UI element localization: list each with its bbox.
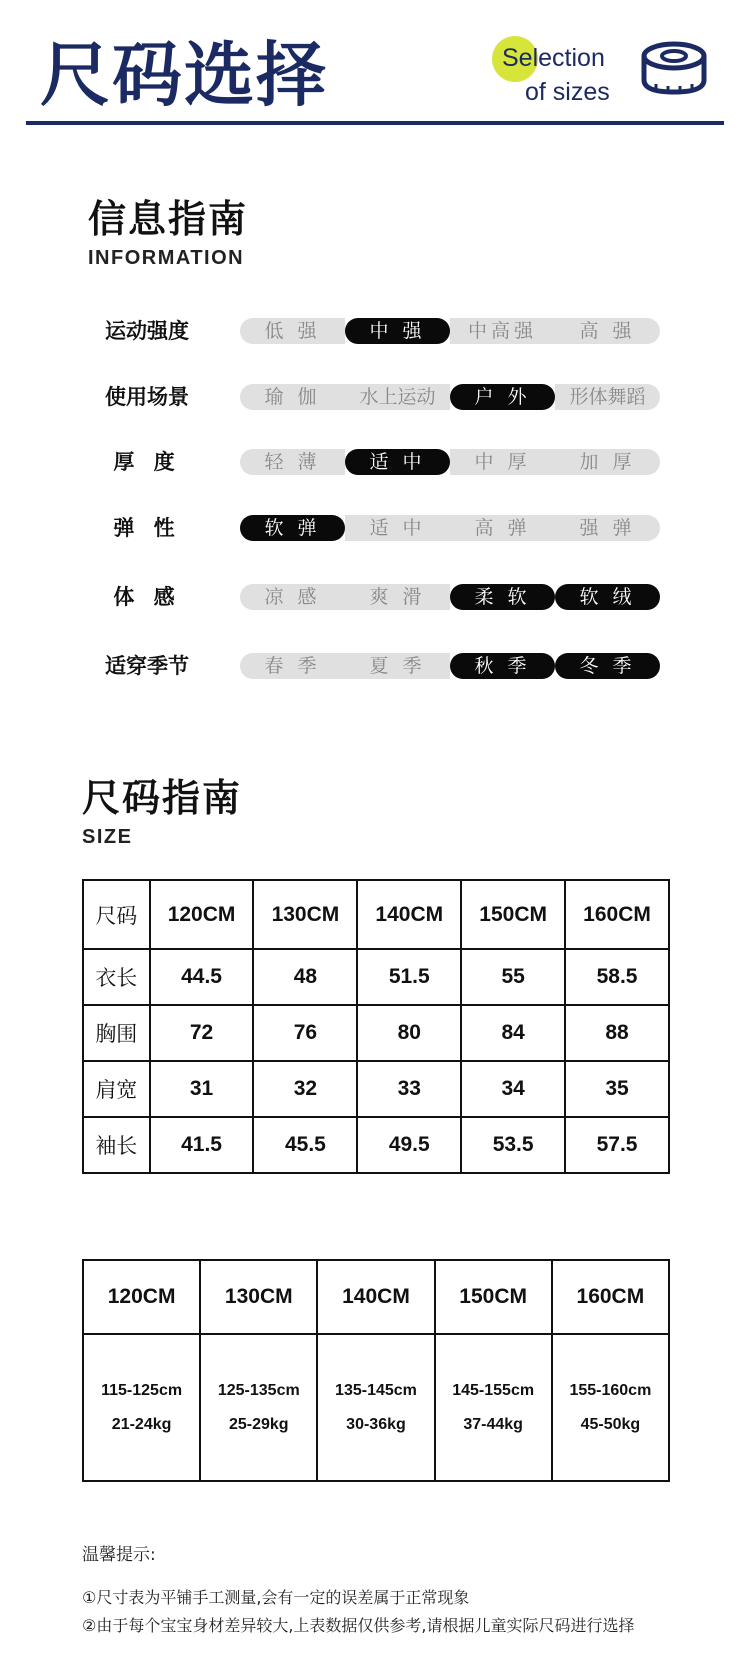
option-pill: 轻 薄 xyxy=(240,449,345,475)
measuring-tape-icon xyxy=(640,40,708,100)
height-range: 135-145cm xyxy=(335,1381,417,1399)
table-cell: 72 xyxy=(150,1005,254,1061)
table-row xyxy=(83,1334,669,1481)
pill-row-scene xyxy=(240,384,660,410)
table-header-row xyxy=(83,1260,669,1334)
option-pill: 强 弹 xyxy=(555,515,660,541)
info-section-title: 信息指南 xyxy=(88,197,249,241)
option-pill: 中 厚 xyxy=(450,449,555,475)
option-pill-selected: 适 中 xyxy=(345,449,450,475)
table-header-cell: 140CM xyxy=(317,1260,434,1334)
table-cell: 55 xyxy=(461,949,565,1005)
table-cell: 44.5 xyxy=(150,949,254,1005)
height-range: 155-160cm xyxy=(569,1381,652,1399)
row-label: 袖长 xyxy=(83,1117,150,1173)
table-header-cell: 120CM xyxy=(83,1260,200,1334)
table-cell: 33 xyxy=(357,1061,461,1117)
option-pill-selected: 秋 季 xyxy=(450,653,555,679)
height-range: 125-135cm xyxy=(217,1381,300,1399)
option-pill: 凉 感 xyxy=(240,584,345,610)
attr-label-season: 适穿季节 xyxy=(105,654,189,678)
table-cell: 80 xyxy=(357,1005,461,1061)
table-cell: 76 xyxy=(253,1005,357,1061)
row-label: 肩宽 xyxy=(83,1061,150,1117)
table-row xyxy=(83,949,669,1005)
table-header-cell: 150CM xyxy=(461,880,565,949)
note-item: ①尺寸表为平铺手工测量,会有一定的误差属于正常现象 xyxy=(82,1588,470,1607)
subtitle-line-1: Selection xyxy=(502,44,605,72)
option-pill-selected: 柔 软 xyxy=(450,584,555,610)
option-pill-selected: 中 强 xyxy=(345,318,450,344)
pill-row-season xyxy=(240,653,660,679)
table-cell: 84 xyxy=(461,1005,565,1061)
table-cell: 57.5 xyxy=(565,1117,669,1173)
table-cell: 34 xyxy=(461,1061,565,1117)
table-header-cell: 尺码 xyxy=(83,880,150,949)
table-header-cell: 130CM xyxy=(200,1260,317,1334)
table-header-cell: 150CM xyxy=(435,1260,552,1334)
option-pill: 水上运动 xyxy=(345,384,450,410)
table-cell: 35 xyxy=(565,1061,669,1117)
table-header-cell: 120CM xyxy=(150,880,254,949)
weight-range: 21-24kg xyxy=(111,1415,172,1433)
table-header-cell: 130CM xyxy=(253,880,357,949)
table-cell xyxy=(317,1334,434,1481)
table-cell: 32 xyxy=(253,1061,357,1117)
option-pill-selected: 户 外 xyxy=(450,384,555,410)
height-weight-table xyxy=(82,1259,670,1482)
option-pill: 爽 滑 xyxy=(345,584,450,610)
size-section-title: 尺码指南 xyxy=(82,776,243,820)
attr-label-scene: 使用场景 xyxy=(105,385,189,409)
weight-range: 25-29kg xyxy=(228,1415,289,1433)
option-pill: 春 季 xyxy=(240,653,345,679)
table-cell: 45.5 xyxy=(253,1117,357,1173)
option-pill-selected: 软 绒 xyxy=(555,584,660,610)
height-range: 145-155cm xyxy=(452,1381,535,1399)
table-cell: 58.5 xyxy=(565,949,669,1005)
pill-row-elasticity xyxy=(240,515,660,541)
weight-range: 30-36kg xyxy=(346,1415,406,1433)
table-row xyxy=(83,1117,669,1173)
pill-row-intensity xyxy=(240,318,660,344)
option-pill: 低 强 xyxy=(240,318,345,344)
table-cell xyxy=(83,1334,200,1481)
attr-label-feel: 体 感 xyxy=(113,585,181,609)
attr-label-thickness: 厚 度 xyxy=(113,450,181,474)
option-pill: 适 中 xyxy=(345,515,450,541)
table-cell xyxy=(435,1334,552,1481)
table-row xyxy=(83,1005,669,1061)
subtitle-line-2: of sizes xyxy=(525,78,610,106)
header-divider xyxy=(26,121,724,125)
table-cell: 41.5 xyxy=(150,1117,254,1173)
attr-label-elasticity: 弹 性 xyxy=(113,516,181,540)
row-label: 胸围 xyxy=(83,1005,150,1061)
option-pill: 高 弹 xyxy=(450,515,555,541)
notes-title: 温馨提示: xyxy=(82,1545,156,1565)
table-cell: 48 xyxy=(253,949,357,1005)
table-header-cell: 160CM xyxy=(552,1260,669,1334)
table-header-cell: 140CM xyxy=(357,880,461,949)
note-item: ②由于每个宝宝身材差异较大,上表数据仅供参考,请根据儿童实际尺码进行选择 xyxy=(82,1616,635,1635)
pill-row-feel xyxy=(240,584,660,610)
option-pill: 形体舞蹈 xyxy=(555,384,660,410)
option-pill: 加 厚 xyxy=(555,449,660,475)
option-pill: 夏 季 xyxy=(345,653,450,679)
weight-range: 45-50kg xyxy=(580,1415,641,1433)
table-cell: 51.5 xyxy=(357,949,461,1005)
weight-range: 37-44kg xyxy=(463,1415,523,1433)
table-header-cell: 160CM xyxy=(565,880,669,949)
table-cell: 53.5 xyxy=(461,1117,565,1173)
table-cell xyxy=(200,1334,317,1481)
table-cell xyxy=(552,1334,669,1481)
attr-label-intensity: 运动强度 xyxy=(105,319,189,343)
info-section-subtitle: INFORMATION xyxy=(88,247,245,269)
option-pill: 高 强 xyxy=(555,318,660,344)
table-cell: 31 xyxy=(150,1061,254,1117)
size-table xyxy=(82,879,670,1174)
size-section-subtitle: SIZE xyxy=(82,826,133,848)
option-pill: 中高强 xyxy=(450,318,555,344)
option-pill: 瑜 伽 xyxy=(240,384,345,410)
pill-row-thickness xyxy=(240,449,660,475)
table-cell: 49.5 xyxy=(357,1117,461,1173)
table-header-row xyxy=(83,880,669,949)
page-title: 尺码选择 xyxy=(40,34,328,116)
option-pill-selected: 软 弹 xyxy=(240,515,345,541)
option-pill-selected: 冬 季 xyxy=(555,653,660,679)
table-cell: 88 xyxy=(565,1005,669,1061)
height-range: 115-125cm xyxy=(101,1381,183,1399)
table-row xyxy=(83,1061,669,1117)
row-label: 衣长 xyxy=(83,949,150,1005)
